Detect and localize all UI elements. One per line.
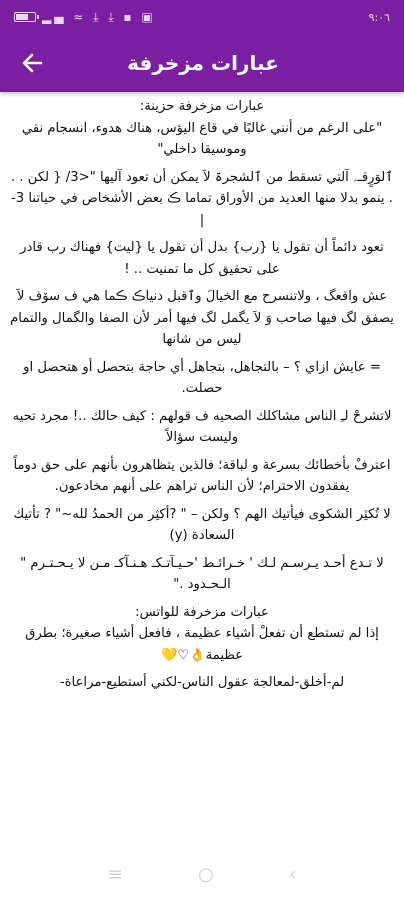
phrase-paragraph: لم-أخلق-لمعالجة عقول الناس-لكني أستطيع-مراعاة- — [59, 675, 345, 690]
phrase-paragraph: لا تُكثِر الشكوى فيأتيك الهم ؟ ولكن – " ?أكثِر من الحمدُ لله~" ? تأتيك السعادة (y) — [13, 506, 391, 543]
back-icon[interactable]: ‹ — [289, 863, 297, 885]
phrase-paragraph: عش واقعگ ، ولاتنسرح مع الخيالَ وٱقبل دنياڪ ڪما هي ف سۆف لاَ يصفق لگ فيها صاحب وَ لاَ يگمل لگ فيها أمر لأن الصفا والگمال والتمام ليس من شانها — [10, 289, 394, 347]
phrase-paragraph: عبارات مزخرفة حزينة: "على الرغم من أنني غالبًا في قاع اليؤس، هناك هدوء، انسجام نقي وموسيقا داخلي" — [21, 99, 383, 157]
battery-icon — [14, 12, 36, 22]
phrases-content[interactable] — [0, 94, 404, 847]
status-time: ٩:٠٦ — [368, 10, 390, 24]
system-nav-bar — [0, 848, 404, 900]
phrase-paragraph: لا تـدع أحـد يـرسـم لـك ' خـرائـط 'حـيـآتـكـ هـنـآكـ مـن لا يـحـتـرم " الـحـدود ." — [20, 555, 384, 592]
phrase-paragraph: ٱلوَرٍقـﮧ آلتي تسقط من ٱلشجرۃ لاَ يمكن أن تعود آليها "<3/ { لكن . . . ينمو بدلا منها العديد من الأوراق تماما ڪ بعض الأشخاص في حياتنا 3-| — [10, 169, 394, 228]
arrow-left-icon — [21, 52, 43, 74]
phrase-paragraph: عبارات مزخرفة للواتس: إذا لم تستطع أن تفعلْ أشياء عظيمة ، فافعل أشياء صغيرة؛ بطرق عظيمة👌♡💛 — [25, 604, 379, 663]
notification-icons: ▂▄ ≈ ⤓ ⤓ ▪ ▣ — [42, 9, 156, 24]
phrase-paragraph: = عايش ازاي ؟ – بالتجاهل، بتجاهل أي حاجة بتحصل أو هتحصل او حصلت. — [23, 359, 381, 396]
menu-icon[interactable]: ≡ — [107, 863, 123, 885]
status-icons-left — [14, 10, 156, 25]
app-bar — [0, 34, 404, 92]
page-title: عبارات مزخرفة — [127, 51, 279, 75]
phrase-paragraph: اعترفْ بأخطائك بسرعة و لباقة؛ فالذين يتظاهرون بأنهم على حق دوماً يفقدون الاحترام؛ لأن الناس تراهم على أنهم مخادعون. — [13, 457, 391, 494]
back-button[interactable] — [16, 47, 48, 79]
status-bar — [0, 0, 404, 34]
battery-level — [16, 14, 28, 20]
home-icon[interactable]: ○ — [198, 863, 214, 885]
phrase-paragraph: لاتشرحْ لـِ الناس مشاكلك الصحيه ف قولهم : كيف حالك ..! مجرد تحيه وليست سؤالاً — [12, 408, 392, 445]
phrase-paragraph: تعود دائماً أن تقول يا {رب} بدل أن تقول يا {ليت} فهناك رب قادر على تحقيق كل ما تمنيت .. ! — [20, 240, 384, 277]
